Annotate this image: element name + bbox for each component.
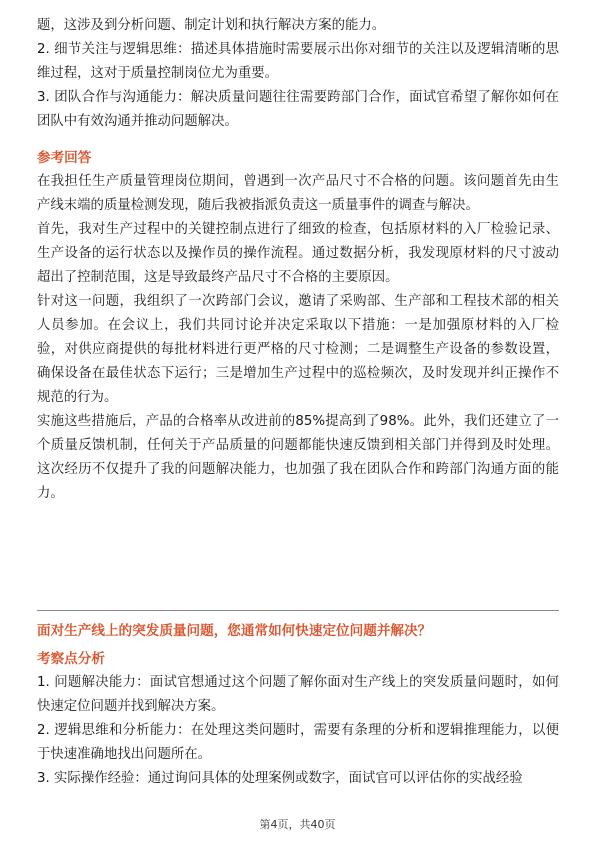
answer-paragraph: 首先，我对生产过程中的关键控制点进行了细致的检查，包括原材料的入厂检验记录、生产设备的运行状态以及操作员的操作流程。通过数据分析，我发现原材料的尺寸波动超出了控制范围，这是导致最终产品尺寸不合格的主要原因。 [37,222,559,285]
analysis-heading: 考察点分析 [37,651,105,667]
question-section [37,619,559,791]
list-item: 1. 问题解决能力：面试官想通过这个问题了解你面对生产线上的突发质量问题时，如何快速定位问题并找到解决方案。 [37,675,559,714]
reference-answer-heading: 参考回答 [37,150,92,166]
question-heading: 面对生产线上的突发质量问题，您通常如何快速定位问题并解决？ [37,623,432,639]
answer-paragraph: 在我担任生产质量管理岗位期间，曾遇到一次产品尺寸不合格的问题。该问题首先由生产线末端的质量检测发现，随后我被指派负责这一质量事件的调查与解决。 [37,174,559,213]
list-item: 2. 细节关注与逻辑思维：描述具体措施时需要展示出你对细节的关注以及逻辑清晰的思维过程，这对于质量控制岗位尤为重要。 [37,42,559,81]
list-item: 题，这涉及到分析问题、制定计划和执行解决方案的能力。 [37,18,386,33]
list-item: 3. 团队合作与沟通能力：解决质量问题往往需要跨部门合作，面试官希望了解你如何在团队中有效沟通并推动问题解决。 [37,90,559,129]
answer-paragraph: 针对这一问题，我组织了一次跨部门会议，邀请了采购部、生产部和工程技术部的相关人员参加。在会议上，我们共同讨论并决定采取以下措施：一是加强原材料的入厂检验，对供应商提供的每批材料进行更严格的尺寸检测；二是调整生产设备的参数设置，确保设备在最佳状态下运行；三是增加生产过程中的巡检频次，及时发现并纠正操作不规范的行为。 [37,294,559,405]
page-number: 第4页，共40页 [259,818,336,831]
list-item: 3. 实际操作经验：通过询问具体的处理案例或数字，面试官可以评估你的实战经验 [37,771,523,786]
list-item: 2. 逻辑思维和分析能力：在处理这类问题时，需要有条理的分析和逻辑推理能力，以便于快速准确地找出问题所在。 [37,723,559,762]
answer-paragraph: 实施这些措施后，产品的合格率从改进前的85%提高到了98%。此外，我们还建立了一个质量反馈机制，任何关于产品质量的问题都能快速反馈到相关部门并得到及时处理。这次经历不仅提升了我的问题解决能力，也加强了我在团队合作和跨部门沟通方面的能力。 [37,414,559,501]
section-divider [37,610,559,611]
top-section [37,14,559,506]
